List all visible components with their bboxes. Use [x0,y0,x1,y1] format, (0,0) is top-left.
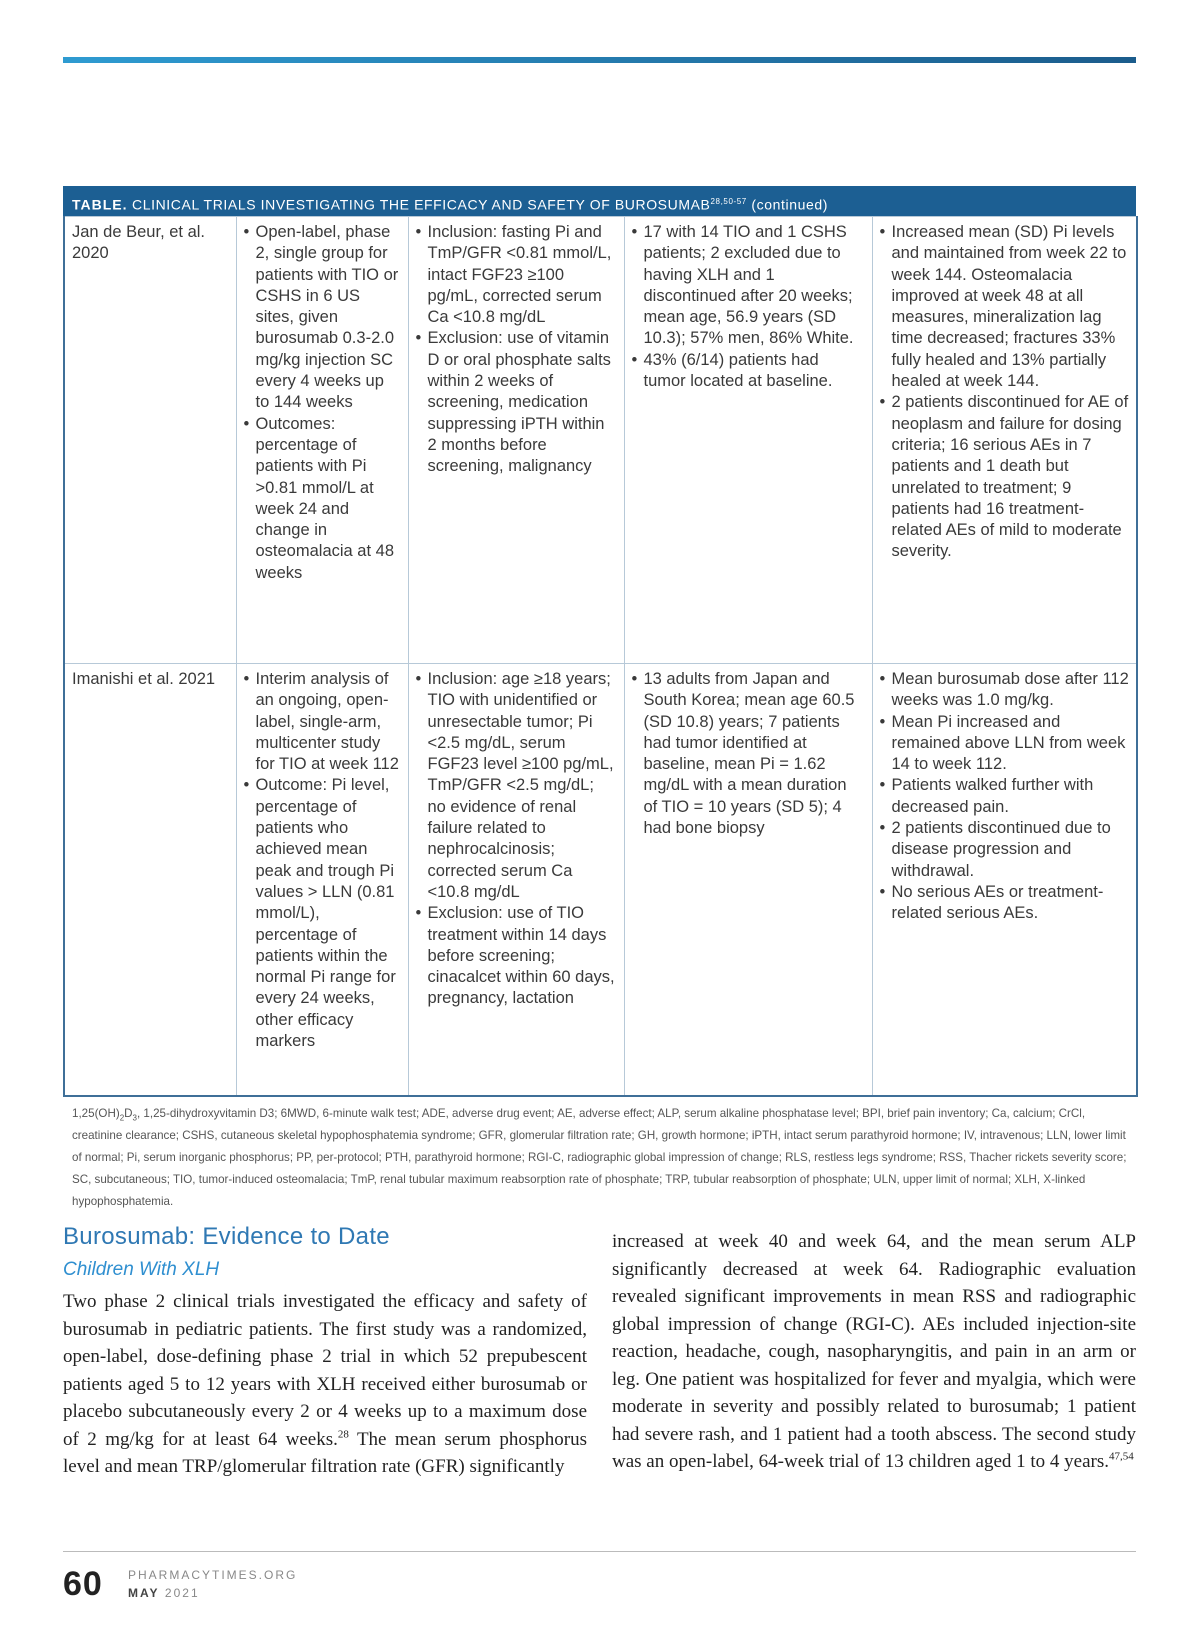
citation-ref: 47,54 [1109,1450,1134,1463]
list-item: • Outcome: Pi level, percentage of patients who achieved mean peak and trough Pi values > LLN (0.81 mmol/L), percentage of patients within the normal Pi range for every 24 weeks, other efficacy markers [244,775,401,1052]
criteria-cell [408,217,624,664]
table-continued: (continued) [751,196,829,213]
list-item: • 2 patients discontinued for AE of neoplasm and failure for dosing criteria; 16 serious AEs in 7 patients and 1 death but unrelated to treatment; 9 patients had 16 treatment-related AEs of mild to moderate severity. [880,392,1130,562]
table-label: TABLE. [72,196,128,213]
list-item: • Inclusion: age ≥18 years; TIO with unidentified or unresectable tumor; Pi <2.5 mg/dL, serum FGF23 level ≥100 pg/mL, TmP/GFR <2.5 mg/dL; no evidence of renal failure related to nephrocalcinosis; corrected serum Ca <10.8 mg/dL [416,669,617,903]
list-item: • Inclusion: fasting Pi and TmP/GFR <0.81 mmol/L, intact FGF23 ≥100 pg/mL, corrected serum Ca <10.8 mg/dL [416,222,617,328]
subsection-heading: Children With XLH [63,1259,220,1280]
study-name: Jan de Beur, et al. 2020 [72,223,206,263]
section-heading: Burosumab: Evidence to Date [63,1223,390,1250]
abbr-term-prefix: 1,25(OH) [72,1107,120,1120]
list-item: • Open-label, phase 2, single group for patients with TIO or CSHS in 6 US sites, given burosumab 0.3-2.0 mg/kg injection SC every 4 weeks up to 144 weeks [244,222,401,414]
page-number: 60 [63,1565,103,1603]
publication-year: 2021 [164,1586,200,1600]
footer-divider [63,1551,1136,1552]
right-column-text: increased at week 40 and week 64, and the mean serum ALP significantly decreased at week 64. Radiographic evaluation revealed significant improvements in mean RSS and radiographic global impression of change (RGI-C). AEs included injection-site reaction, headache, cough, nasopharyngitis, and pain in an arm or leg. One patient was hospitalized for fever and myalgia, which were moderate in severity and possibly related to burosumab; 1 patient had severe rash, and 1 patient had a tooth abscess. The second study was an open-label, 64-week trial of 13 children aged 1 to 4 years. [612,1231,1136,1472]
list-item: • No serious AEs or treatment-related serious AEs. [880,882,1130,925]
list-item: • 2 patients discontinued due to disease progression and withdrawal. [880,818,1130,882]
left-column-text: Two phase 2 clinical trials investigated the efficacy and safety of burosumab in pediatric patients. The first study was a randomized, open-label, dose-defining phase 2 trial in which 52 prepubescent patients aged 5 to 12 years with XLH received either burosumab or placebo subcutaneously every 2 or 4 weeks up to a maximum dose of 2 mg/kg for at least 64 weeks. [63,1291,587,1450]
list-item: • Mean burosumab dose after 112 weeks was 1.0 mg/kg. [880,669,1130,712]
top-accent-bar [63,57,1136,63]
table-title [63,186,1136,216]
article-left-column [63,1288,587,1481]
table-title-refs: 28,50-57 [710,197,747,206]
population-cell [624,217,872,664]
publication-date [128,1586,200,1600]
abbr-sub-1: 2 [119,1113,125,1123]
list-item: • 43% (6/14) patients had tumor located at baseline. [632,350,865,393]
table-row [64,664,1137,1096]
abbr-term-mid: D [124,1107,133,1120]
article-right-column [612,1228,1136,1476]
abbr-text: , 1,25-dihydroxyvitamin D3; 6MWD, 6-minute walk test; ADE, adverse drug event; AE, adverse effect; ALP, serum alkaline phosphatase level; BPI, brief pain inventory; Ca, calcium; CrCl, creatinine clearance; CSHS, cutaneous skeletal hypophosphatemia syndrome; GFR, glomerular filtration rate; GH, growth hormone; iPTH, intact serum parathyroid hormone; IV, intravenous; LLN, lower limit of normal; Pi, serum inorganic phosphorus; PP, per-protocol; PTH, parathyroid hormone; RGI-C, radiographic global impression of change; RLS, restless legs syndrome; RSS, Thacher rickets severity score; SC, subcutaneous; TIO, tumor-induced osteomalacia; TmP, renal tubular maximum reabsorption rate of phosphate; TRP, tubular reabsorption of phosphate; ULN, upper limit of normal; XLH, X-linked hypophosphatemia. [72,1107,1127,1208]
citation-ref: 28 [337,1428,349,1441]
publication-site: PHARMACYTIMES.ORG [128,1568,298,1582]
abbreviations-footnote [72,1103,1132,1213]
study-name: Imanishi et al. 2021 [72,670,216,688]
list-item: • Mean Pi increased and remained above LLN from week 14 to week 112. [880,712,1130,776]
list-item: • Patients walked further with decreased pain. [880,775,1130,818]
publication-month: MAY [128,1586,160,1600]
table-title-text: CLINICAL TRIALS INVESTIGATING THE EFFICACY AND SAFETY OF BUROSUMAB [132,196,711,213]
study-cell [64,217,236,664]
criteria-cell [408,664,624,1096]
list-item: • Exclusion: use of TIO treatment within 14 days before screening; cinacalcet within 60 days, pregnancy, lactation [416,903,617,1009]
design-cell [236,217,408,664]
list-item: • Interim analysis of an ongoing, open-label, single-arm, multicenter study for TIO at week 112 [244,669,401,775]
population-cell [624,664,872,1096]
list-item: • Outcomes: percentage of patients with Pi >0.81 mmol/L at week 24 and change in osteomalacia at 48 weeks [244,414,401,584]
results-cell [872,217,1137,664]
trials-table-body [63,216,1138,1097]
study-cell [64,664,236,1096]
list-item: • 17 with 14 TIO and 1 CSHS patients; 2 excluded due to having XLH and 1 discontinued after 20 weeks; mean age, 56.9 years (SD 10.3); 57% men, 86% White. [632,222,865,350]
results-cell [872,664,1137,1096]
list-item: • Exclusion: use of vitamin D or oral phosphate salts within 2 weeks of screening, medication suppressing iPTH within 2 months before screening, malignancy [416,328,617,477]
table-row [64,217,1137,664]
list-item: • Increased mean (SD) Pi levels and maintained from week 22 to week 144. Osteomalacia improved at week 48 at all measures, mineralization lag time decreased; fractures 33% fully healed and 13% partially healed at week 144. [880,222,1130,392]
left-column-text-cont: The mean serum phosphorus level and mean TRP/glomerular filtration rate (GFR) significantly [63,1428,587,1477]
list-item: • 13 adults from Japan and South Korea; mean age 60.5 (SD 10.8) years; 7 patients had tumor identified at baseline, mean Pi = 1.62 mg/dL with a mean duration of TIO = 10 years (SD 5); 4 had bone biopsy [632,669,865,839]
abbr-sub-2: 3 [132,1113,137,1123]
clinical-trials-table [63,186,1136,1097]
design-cell [236,664,408,1096]
